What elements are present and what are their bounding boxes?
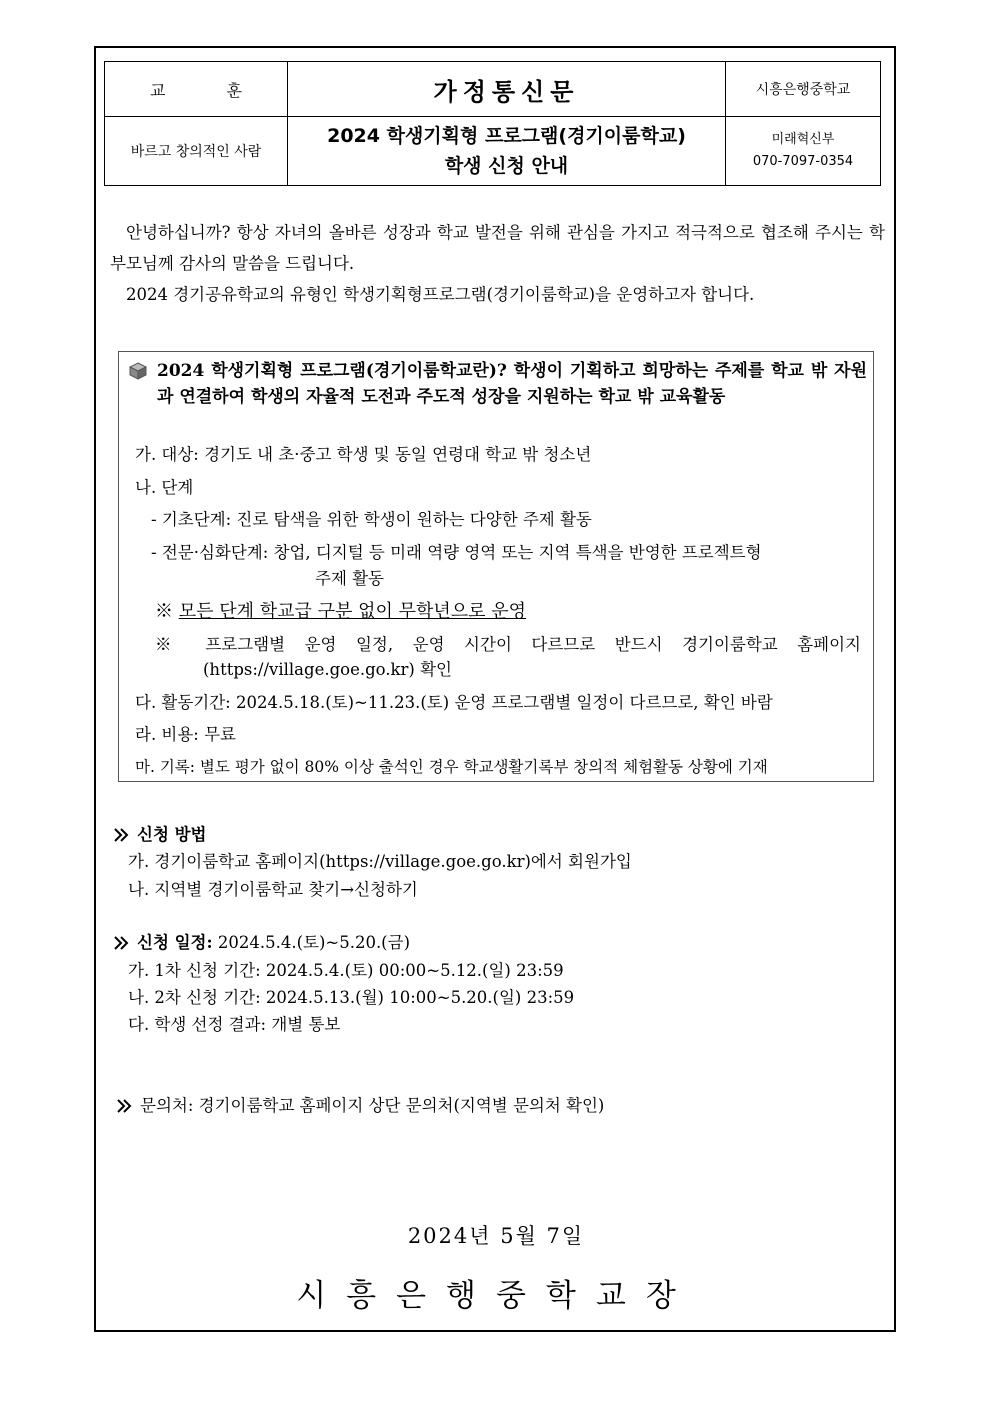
program-definition: [129, 358, 867, 410]
note-all-stages-text: 모든 단계 학교급 구분 없이 무학년으로 운영: [178, 601, 527, 622]
schedule-range: 2024.5.4.(토)~5.20.(금): [217, 933, 411, 952]
department-cell: [726, 117, 881, 186]
double-arrow-icon: [113, 935, 133, 951]
record: 마. 기록: 별도 평가 없이 80% 이상 출석인 경우 학교생활기록부 창의적 체험활동 상황에 기재: [135, 758, 768, 776]
note-all-stages: [155, 599, 526, 625]
intro-paragraph-2: 2024 경기공유학교의 유형인 학생기획형프로그램(경기이룸학교)을 운영하고자 합니다.: [126, 285, 755, 304]
note-mark: ※: [155, 601, 173, 622]
stage-advanced-cont: 주제 활동: [315, 569, 385, 588]
double-arrow-icon: [116, 1098, 136, 1114]
note-schedule: ※ 프로그램별 운영 일정, 운영 시간이 다르므로 반드시 경기이룸학교 홈페이지: [155, 635, 861, 654]
method-heading: [113, 822, 207, 848]
issue-date: 2024년 5월 7일: [407, 1224, 585, 1248]
note-homepage: (https://village.goe.go.kr) 확인: [203, 660, 452, 679]
subject-line-2: 학생 신청 안내: [444, 155, 569, 177]
method-step-b: 나. 지역별 경기이룸학교 찾기→신청하기: [128, 880, 418, 899]
subject-line-1: 2024 학생기획형 프로그램(경기이룸학교): [327, 125, 686, 147]
contact-text: 문의처: 경기이룸학교 홈페이지 상단 문의처(지역별 문의처 확인): [140, 1096, 605, 1115]
double-arrow-icon: [113, 827, 133, 843]
activity-period: 다. 활동기간: 2024.5.18.(토)~11.23.(토) 운영 프로그램별 일정이 다르므로, 확인 바람: [135, 693, 773, 712]
intro-paragraph-1: 안녕하십니까? 항상 자녀의 올바른 성장과 학교 발전을 위해 관심을 가지고 적극적으로 협조해 주시는 학부모님께 감사의 말씀을 드립니다.: [110, 223, 885, 273]
stage-basic: - 기초단계: 진로 탐색을 위한 학생이 원하는 다양한 주제 활동: [151, 510, 592, 529]
schedule-second: 나. 2차 신청 기간: 2024.5.13.(월) 10:00~5.20.(일) 23:59: [128, 988, 575, 1007]
school-name: 시흥은행중학교: [726, 62, 881, 117]
contact: [116, 1093, 604, 1119]
motto-label: 교 훈: [105, 62, 288, 117]
schedule-title: 신청 일정:: [137, 933, 213, 952]
program-definition-text: 2024 학생기획형 프로그램(경기이룸학교란)? 학생이 기획하고 희망하는 주제를 학교 밖 자원과 연결하여 학생의 자율적 도전과 주도적 성장을 지원하는 학교 밖 교육활동: [157, 361, 867, 407]
stage-heading: 나. 단계: [135, 478, 194, 497]
motto-text: 바르고 창의적인 사람: [105, 117, 288, 186]
department-name: 미래혁신부: [771, 132, 835, 147]
method-step-a: 가. 경기이룸학교 홈페이지(https://village.goe.go.kr)에서 회원가입: [128, 852, 632, 871]
target: 가. 대상: 경기도 내 초·중고 학생 및 동일 연령대 학교 밖 청소년: [135, 445, 592, 464]
stage-advanced: - 전문·심화단계: 창업, 디지털 등 미래 역량 영역 또는 지역 특색을 반영한 프로젝트형: [151, 543, 762, 562]
document-title: 가정통신문: [288, 62, 726, 117]
schedule-result: 다. 학생 선정 결과: 개별 통보: [128, 1015, 341, 1034]
schedule-heading: [113, 930, 410, 956]
method-title: 신청 방법: [137, 825, 207, 844]
intro: [110, 217, 885, 310]
cost: 라. 비용: 무료: [135, 725, 236, 744]
cube-icon: [129, 362, 147, 380]
header-table: [104, 61, 881, 186]
principal-signature: 시흥은행중학교장: [296, 1278, 696, 1314]
subject: [288, 117, 726, 186]
department-phone: 070-7097-0354: [752, 154, 854, 169]
schedule-first: 가. 1차 신청 기간: 2024.5.4.(토) 00:00~5.12.(일) 23:59: [128, 961, 564, 980]
program-info-box: [118, 351, 874, 782]
